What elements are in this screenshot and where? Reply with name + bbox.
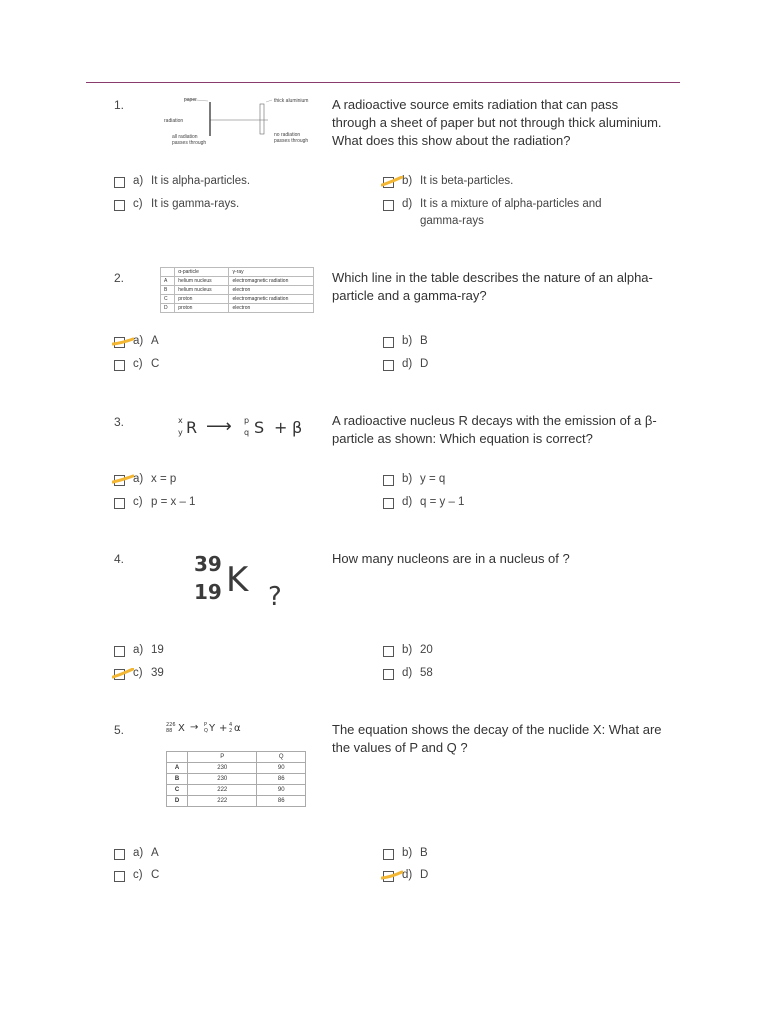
option-text: D — [420, 358, 429, 370]
check-mark-icon — [112, 668, 134, 679]
option-letter: a) — [133, 473, 144, 485]
checkbox-checked[interactable] — [383, 177, 394, 188]
option-letter: d) — [402, 198, 413, 210]
option-letter: d) — [402, 358, 413, 370]
particle-table — [160, 267, 314, 313]
checkbox-checked[interactable] — [114, 475, 125, 486]
option-text: 39 — [151, 667, 164, 679]
option-letter: b) — [402, 175, 413, 187]
top-rule — [86, 82, 680, 83]
alpha-decay-equation: 226 88 X → P Q Y + 4 2 α — [166, 722, 241, 734]
label-passes-through-2: passes through — [274, 138, 309, 144]
check-mark-icon — [381, 870, 403, 881]
checkbox[interactable] — [114, 849, 125, 860]
checkbox[interactable] — [383, 498, 394, 509]
option-a[interactable] — [114, 644, 164, 659]
option-text: A — [151, 335, 159, 347]
question-number: 5. — [114, 723, 125, 737]
table-row: B 230 86 — [167, 774, 306, 785]
checkbox[interactable] — [383, 646, 394, 657]
option-a[interactable] — [114, 473, 176, 488]
table-row: D proton electron — [161, 304, 314, 313]
checkbox[interactable] — [383, 669, 394, 680]
option-text: 58 — [420, 667, 433, 679]
table-row: A 230 90 — [167, 763, 306, 774]
option-text: 19 — [151, 644, 164, 656]
label-radiation: radiation — [164, 118, 184, 124]
option-letter: a) — [133, 335, 144, 347]
checkbox[interactable] — [114, 360, 125, 371]
option-text: D — [420, 869, 429, 881]
option-a[interactable] — [114, 335, 159, 350]
option-letter: c) — [133, 869, 143, 881]
option-letter: a) — [133, 644, 144, 656]
table-header: γ-ray — [229, 268, 314, 277]
option-c[interactable] — [114, 198, 239, 213]
option-letter: d) — [402, 869, 413, 881]
option-text: 20 — [420, 644, 433, 656]
label-passes-through: passes through — [172, 140, 207, 146]
question-number: 4. — [114, 552, 125, 566]
option-text: p = x – 1 — [151, 496, 196, 508]
option-letter: c) — [133, 667, 143, 679]
option-b[interactable] — [383, 175, 513, 190]
option-text: y = q — [420, 473, 446, 485]
paper-aluminium-diagram — [160, 92, 330, 153]
checkbox-checked[interactable] — [383, 871, 394, 882]
checkbox[interactable] — [114, 871, 125, 882]
option-c[interactable] — [114, 358, 159, 373]
table-row: B helium nucleus electron — [161, 286, 314, 295]
checkbox-checked[interactable] — [114, 337, 125, 348]
label-all-radiation: all radiation — [172, 134, 198, 140]
option-text: A — [151, 847, 159, 859]
option-letter: b) — [402, 644, 413, 656]
potassium-nuclide: 39 19 K ? — [194, 552, 282, 612]
checkbox[interactable] — [383, 337, 394, 348]
option-text: It is beta-particles. — [420, 175, 514, 187]
option-b[interactable] — [383, 644, 433, 659]
option-d[interactable] — [383, 667, 433, 682]
question-text: The equation shows the decay of the nuclide X: What are the values of P and Q ? — [332, 722, 662, 755]
option-text: x = p — [151, 473, 177, 485]
table-header: P — [188, 752, 257, 763]
table-header: α-particle — [175, 268, 229, 277]
question-text: A radioactive nucleus R decays with the emission of a β-particle as shown: Which equation is correct? — [332, 413, 657, 446]
option-letter: b) — [402, 473, 413, 485]
option-letter: b) — [402, 847, 413, 859]
option-d[interactable] — [383, 358, 428, 373]
option-text: C — [151, 358, 160, 370]
option-letter: c) — [133, 198, 143, 210]
option-text: C — [151, 869, 160, 881]
option-letter: b) — [402, 335, 413, 347]
checkbox-checked[interactable] — [114, 669, 125, 680]
option-d[interactable] — [383, 198, 640, 230]
checkbox[interactable] — [114, 200, 125, 211]
checkbox[interactable] — [383, 475, 394, 486]
question-number: 1. — [114, 98, 125, 112]
option-text: q = y – 1 — [420, 496, 465, 508]
option-a[interactable] — [114, 847, 159, 862]
question-text: A radioactive source emits radiation that can pass through a sheet of paper but not through thick aluminium. What does this show about the radiation? — [332, 97, 662, 148]
checkbox[interactable] — [383, 849, 394, 860]
option-text: It is gamma-rays. — [151, 198, 240, 210]
table-header: Q — [257, 752, 306, 763]
option-d[interactable] — [383, 869, 428, 884]
check-mark-icon — [112, 474, 134, 485]
pq-table — [166, 751, 306, 807]
option-c[interactable] — [114, 496, 195, 511]
label-no-radiation: no radiation — [274, 132, 301, 138]
label-paper: paper — [184, 97, 197, 103]
table-header — [161, 268, 175, 277]
option-text: It is a mixture of alpha-particles and gamma-rays — [420, 198, 602, 227]
option-c[interactable] — [114, 869, 159, 884]
option-a[interactable] — [114, 175, 250, 190]
option-d[interactable] — [383, 496, 464, 511]
option-text: B — [420, 847, 428, 859]
option-letter: d) — [402, 667, 413, 679]
option-letter: c) — [133, 358, 143, 370]
label-thick-aluminium: thick aluminium — [274, 98, 309, 104]
option-text: B — [420, 335, 428, 347]
beta-decay-equation: x y R ⟶ p q S + β — [178, 416, 303, 437]
checkbox[interactable] — [383, 200, 394, 211]
table-row: C 222 90 — [167, 785, 306, 796]
question-text: Which line in the table describes the nature of an alpha-particle and a gamma-ray? — [332, 270, 653, 303]
checkbox[interactable] — [114, 177, 125, 188]
table-row: D 222 86 — [167, 796, 306, 807]
question-number: 3. — [114, 415, 125, 429]
checkbox[interactable] — [114, 498, 125, 509]
table-header — [167, 752, 188, 763]
option-b[interactable] — [383, 473, 445, 488]
table-row: A helium nucleus electromagnetic radiation — [161, 277, 314, 286]
option-b[interactable] — [383, 335, 428, 350]
check-mark-icon — [381, 176, 403, 187]
option-letter: a) — [133, 175, 144, 187]
option-letter: d) — [402, 496, 413, 508]
checkbox[interactable] — [114, 646, 125, 657]
checkbox[interactable] — [383, 360, 394, 371]
option-letter: a) — [133, 847, 144, 859]
question-text: How many nucleons are in a nucleus of ? — [332, 551, 570, 566]
option-letter: c) — [133, 496, 143, 508]
option-text: It is alpha-particles. — [151, 175, 251, 187]
table-row: C proton electromagnetic radiation — [161, 295, 314, 304]
option-c[interactable] — [114, 667, 164, 682]
option-b[interactable] — [383, 847, 428, 862]
check-mark-icon — [112, 336, 134, 347]
question-number: 2. — [114, 271, 125, 285]
